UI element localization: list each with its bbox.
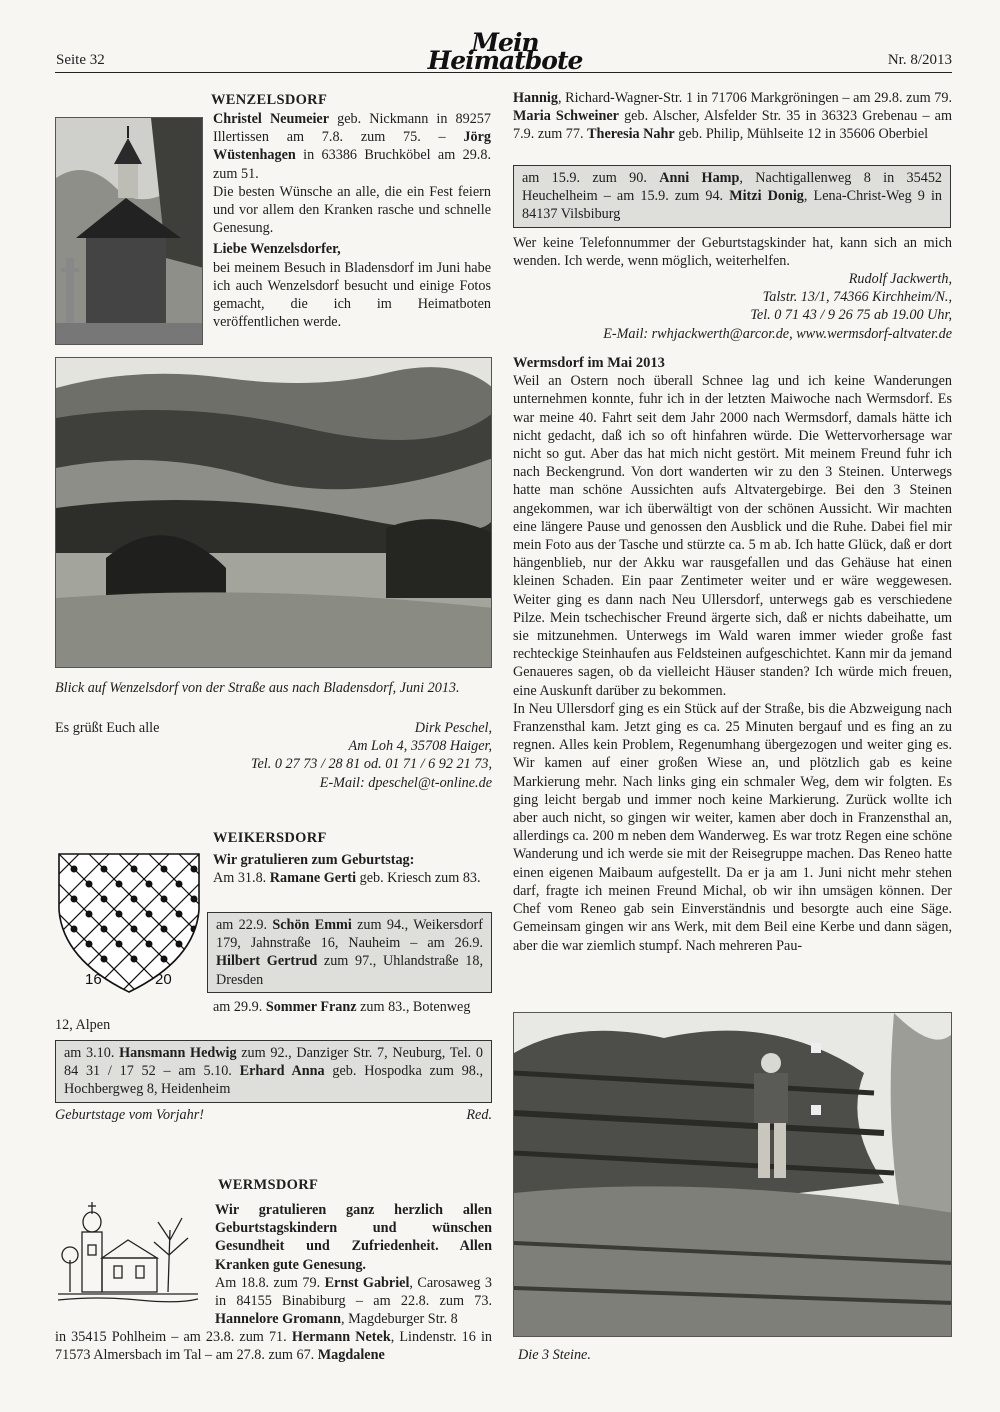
name: Schön Emmi — [272, 917, 352, 933]
weikersdorf-crest — [55, 850, 203, 996]
name: Hermann Netek — [291, 1329, 391, 1345]
name: Jörg Wüstenhagen — [213, 129, 491, 164]
crest-year-left: 16 — [85, 971, 102, 988]
issue-number: Nr. 8/2013 — [887, 52, 952, 68]
landscape-photo — [55, 357, 492, 668]
signature-peschel: Dirk Peschel, Am Loh 4, 35708 Haiger, Tel. 0 27 73 / 28 81 od. 01 71 / 6 92 21 73, E-Mail: dpeschel@t-online.de — [250, 720, 492, 791]
wermsdorf-box: am 15.9. zum 90. Anni Hamp, Nachtigallenweg 8 in 35452 Heuchelheim – am 15.9. zum 94. Mitzi Donig, Lena-Christ-Weg 9 in 84137 Vilsbiburg — [513, 165, 951, 228]
header-rule — [55, 72, 952, 73]
masthead-logo: Mein Heimatbote — [427, 28, 583, 76]
section-title-wermsdorf: WERMSDORF — [218, 1177, 319, 1193]
name: Magdalene — [317, 1347, 385, 1364]
wishes-text: Die besten Wünsche an alle, die ein Fest feiern und vor allem den Kranken rasche und schnelle Genesung. — [213, 183, 491, 237]
wermsdorf-birthdays-wide: in 35415 Pohlheim – am 23.8. zum 71. Hermann Netek, Lindenstr. 16 in 71573 Almersbach im Tal – am 27.8. zum 67. Magdalene — [55, 1329, 492, 1364]
page-number: Seite 32 — [56, 52, 105, 68]
name: Ernst Gabriel — [324, 1274, 410, 1291]
weikersdorf-line-2-cont: 12, Alpen — [55, 1017, 111, 1033]
name: Anni Hamp — [659, 170, 740, 186]
name: Mitzi Donig — [729, 188, 804, 205]
article-paragraph-1: Weil an Ostern noch überall Schnee lag und ich keine Wanderungen unternehmen konnte, fuhr ich in der letzten Maiwoche nach Wermsdorf. Es war meine 40. Fahrt seit dem Jahr 2000 nach Wermsdorf, damals hätte ich nicht gedacht, daß ich so oft hinfahren würde. Die Wettervorhersage war nicht so gut. Aber das hat mich nicht gestört. Mit meinem Freund fuhr ich nach Beckengrund. Von dort wanderten wir zu den 3 Steinen. Unterwegs hatte man schöne Aussichten aufs Altvatergebirge. Bei den 3 Steinen angekommen, war ich überwältigt von der schönen Aussicht. Wir machten eine längere Pause und genossen den Ausblick und die Ruhe. Dabei fiel mir mein Foto aus der Tasche und stürzte ca. 5 m ab. Ich hatte Glück, daß er dort hängenblieb, nur der Akku war rausgefallen und das Gehäuse hat einen kleinen Schaden. Ein paar Zentimeter weiter und er wäre weggewesen. Weiter ging es dann nach Neu Ullersdorf, unterwegs gab es verschiedene Pilze. Mein tschechischer Freund ärgerte sich, daß er nichts dabeihatte, um sie mitzunehmen. Unterwegs im Wald waren immer wieder große fast rechteckige Steinhaufen aus Feldsteinen aufgeschichtet. Kann mir da jemand Genaueres sagen, ob da vielleicht Häuser standen? Ich würde mich freuen, eine Auskunft darüber zu bekommen. — [513, 373, 952, 699]
vorjahr-note: Geburtstage vom Vorjahr! — [55, 1107, 204, 1123]
article — [513, 354, 952, 955]
red-note: Red. — [466, 1107, 492, 1123]
landscape-caption: Blick auf Wenzelsdorf von der Straße aus nach Bladensdorf, Juni 2013. — [55, 680, 460, 696]
section-title-wenzelsdorf: WENZELSDORF — [211, 92, 328, 108]
weikersdorf-box-2: am 3.10. Hansmann Hedwig zum 92., Danziger Str. 7, Neuburg, Tel. 0 84 31 / 17 52 – am 5.10. Erhard Anna geb. Hospodka zum 98., Hochbergweg 8, Heidenheim — [55, 1040, 492, 1103]
three-stones-photo — [513, 1012, 952, 1337]
greets-text: Es grüßt Euch alle — [55, 720, 160, 736]
signature-jackwerth: Rudolf Jackwerth, Talstr. 13/1, 74366 Kirchheim/N., Tel. 0 71 43 / 9 26 75 ab 19.00 Uhr, E-Mail: rwhjackwerth@arcor.de, www.wermsdorf-altvater.de — [603, 271, 952, 342]
article-paragraph-2: In Neu Ullersdorf ging es ein Stück auf der Straße, bis die Abzweigung nach Franzensthal kam. Jetzt ging es ca. 25 Minuten bergauf und es fing an zu regnen. Alles kein Problem, Regenumhang übergezogen und weiter ging es. Wir kamen auf einer großen Wiese an, und plötzlich gab es keine Markierung mehr. Nach links ging ein schmaler Weg, dem wir folgten. Es ging leicht bergab und immer noch keine Markierung. Zurück wollte ich aber auch nicht, so gingen wir weiter, kamen aber doch in Franzensthal an, allerdings ca. 200 m neben dem Wanderweg. Es war trotz Regen eine schöne Wanderung und ich werde sie mit der Reisegruppe machen. Das Reneo hatte einen eigenen Maibaum aufgestellt. Da er ja am 1. Juni nicht mehr stehen darf, fragte ich meinen Freund Michal, ob wir ihn umsägen können. Der Chef vom Reneo gab sein Einverständnis und besorgte auch eine Säge. Gemeinsam gingen wir ans Werk, mit dem Beil eine Kerbe und dann sägen, aber die war ziemlich stumpf. Nach mehreren Pau- — [513, 700, 952, 954]
name: Hansmann Hedwig — [119, 1045, 237, 1061]
phone-note: Wer keine Telefonnummer der Geburtstagskinder hat, kann sich an mich wenden. Ich werde, wenn möglich, weiterhelfen. — [513, 235, 952, 270]
name: Sommer Franz — [265, 999, 357, 1015]
wermsdorf-birthdays-cont: Hannig, Richard-Wagner-Str. 1 in 71706 Markgröningen – am 29.8. zum 79. Maria Schweiner geb. Alscher, Alsfelder Str. 35 in 36323 Grebenau – am 7.9. zum 77. Theresia Nahr geb. Philip, Mühlseite 12 in 35606 Oberbiel — [513, 90, 952, 143]
wermsdorf-intro: Wir gratulieren ganz herzlich allen Geburtstagskindern und wünschen Gesundheit und Zufriedenheit. Allen Kranken gute Genesung. Am 18.8. zum 79. Ernst Gabriel, Carosaweg 3 in 84155 Binabiburg – am 22.8. zum 73. Hannelore Gromann, Magdeburger Str. 8 — [215, 1202, 492, 1328]
weikersdorf-line-2: am 29.9. Sommer Franz zum 83., Botenweg — [213, 999, 471, 1015]
name: Maria Schweiner — [513, 108, 619, 125]
weikersdorf-box-1: am 22.9. Schön Emmi zum 94., Weikersdorf 179, Jahnstraße 16, Nauheim – am 26.9. Hilbert Gertrud zum 97., Uhlandstraße 18, Dresden — [207, 912, 492, 993]
greeting-text: bei meinem Besuch in Bladensdorf im Juni habe ich auch Wenzelsdorf besucht und einige Fotos gemacht, die ich im Heimatboten veröffentlichen werde. — [213, 259, 491, 331]
section-title-weikersdorf: WEIKERSDORF — [213, 830, 327, 846]
weikersdorf-congrats: Wir gratulieren zum Geburtstag: — [213, 852, 415, 868]
stones-caption: Die 3 Steine. — [518, 1347, 591, 1363]
wermsdorf-congrats: Wir gratulieren ganz herzlich allen Geburtstagskindern und wünschen Gesundheit und Zufriedenheit. Allen Kranken gute Genesung. — [215, 1202, 492, 1273]
chapel-photo — [55, 117, 203, 345]
weikersdorf-intro: Wir gratulieren zum Geburtstag: Am 31.8. Ramane Gerti geb. Kriesch zum 83. — [213, 851, 493, 887]
wenzelsdorf-birthdays: Christel Neumeier geb. Nickmann in 89257 Illertissen am 7.8. zum 75. – Jörg Wüstenhagen in 63386 Bruchköbel am 29.8. zum 51. Die besten Wünsche an alle, die ein Fest feiern und vor allem den Kranken rasche und schnelle Genesung. Liebe Wenzelsdorfer, bei meinem Besuch in Bladensdorf im Juni habe ich auch Wenzelsdorf besucht und einige Fotos gemacht, die ich im Heimatboten veröffentlichen werde. — [213, 111, 491, 331]
name: Hannelore Gromann — [215, 1311, 341, 1328]
name: Hilbert Gertrud — [216, 953, 318, 970]
greeting-title: Liebe Wenzelsdorfer, — [213, 241, 341, 258]
name: Erhard Anna — [239, 1063, 325, 1080]
name: Ramane Gerti — [269, 870, 357, 887]
article-title: Wermsdorf im Mai 2013 — [513, 355, 665, 371]
name: Hannig — [513, 90, 558, 106]
name: Christel Neumeier — [213, 111, 330, 127]
crest-year-right: 20 — [155, 971, 172, 988]
name: Theresia Nahr — [587, 126, 675, 143]
church-drawing — [58, 1200, 198, 1304]
